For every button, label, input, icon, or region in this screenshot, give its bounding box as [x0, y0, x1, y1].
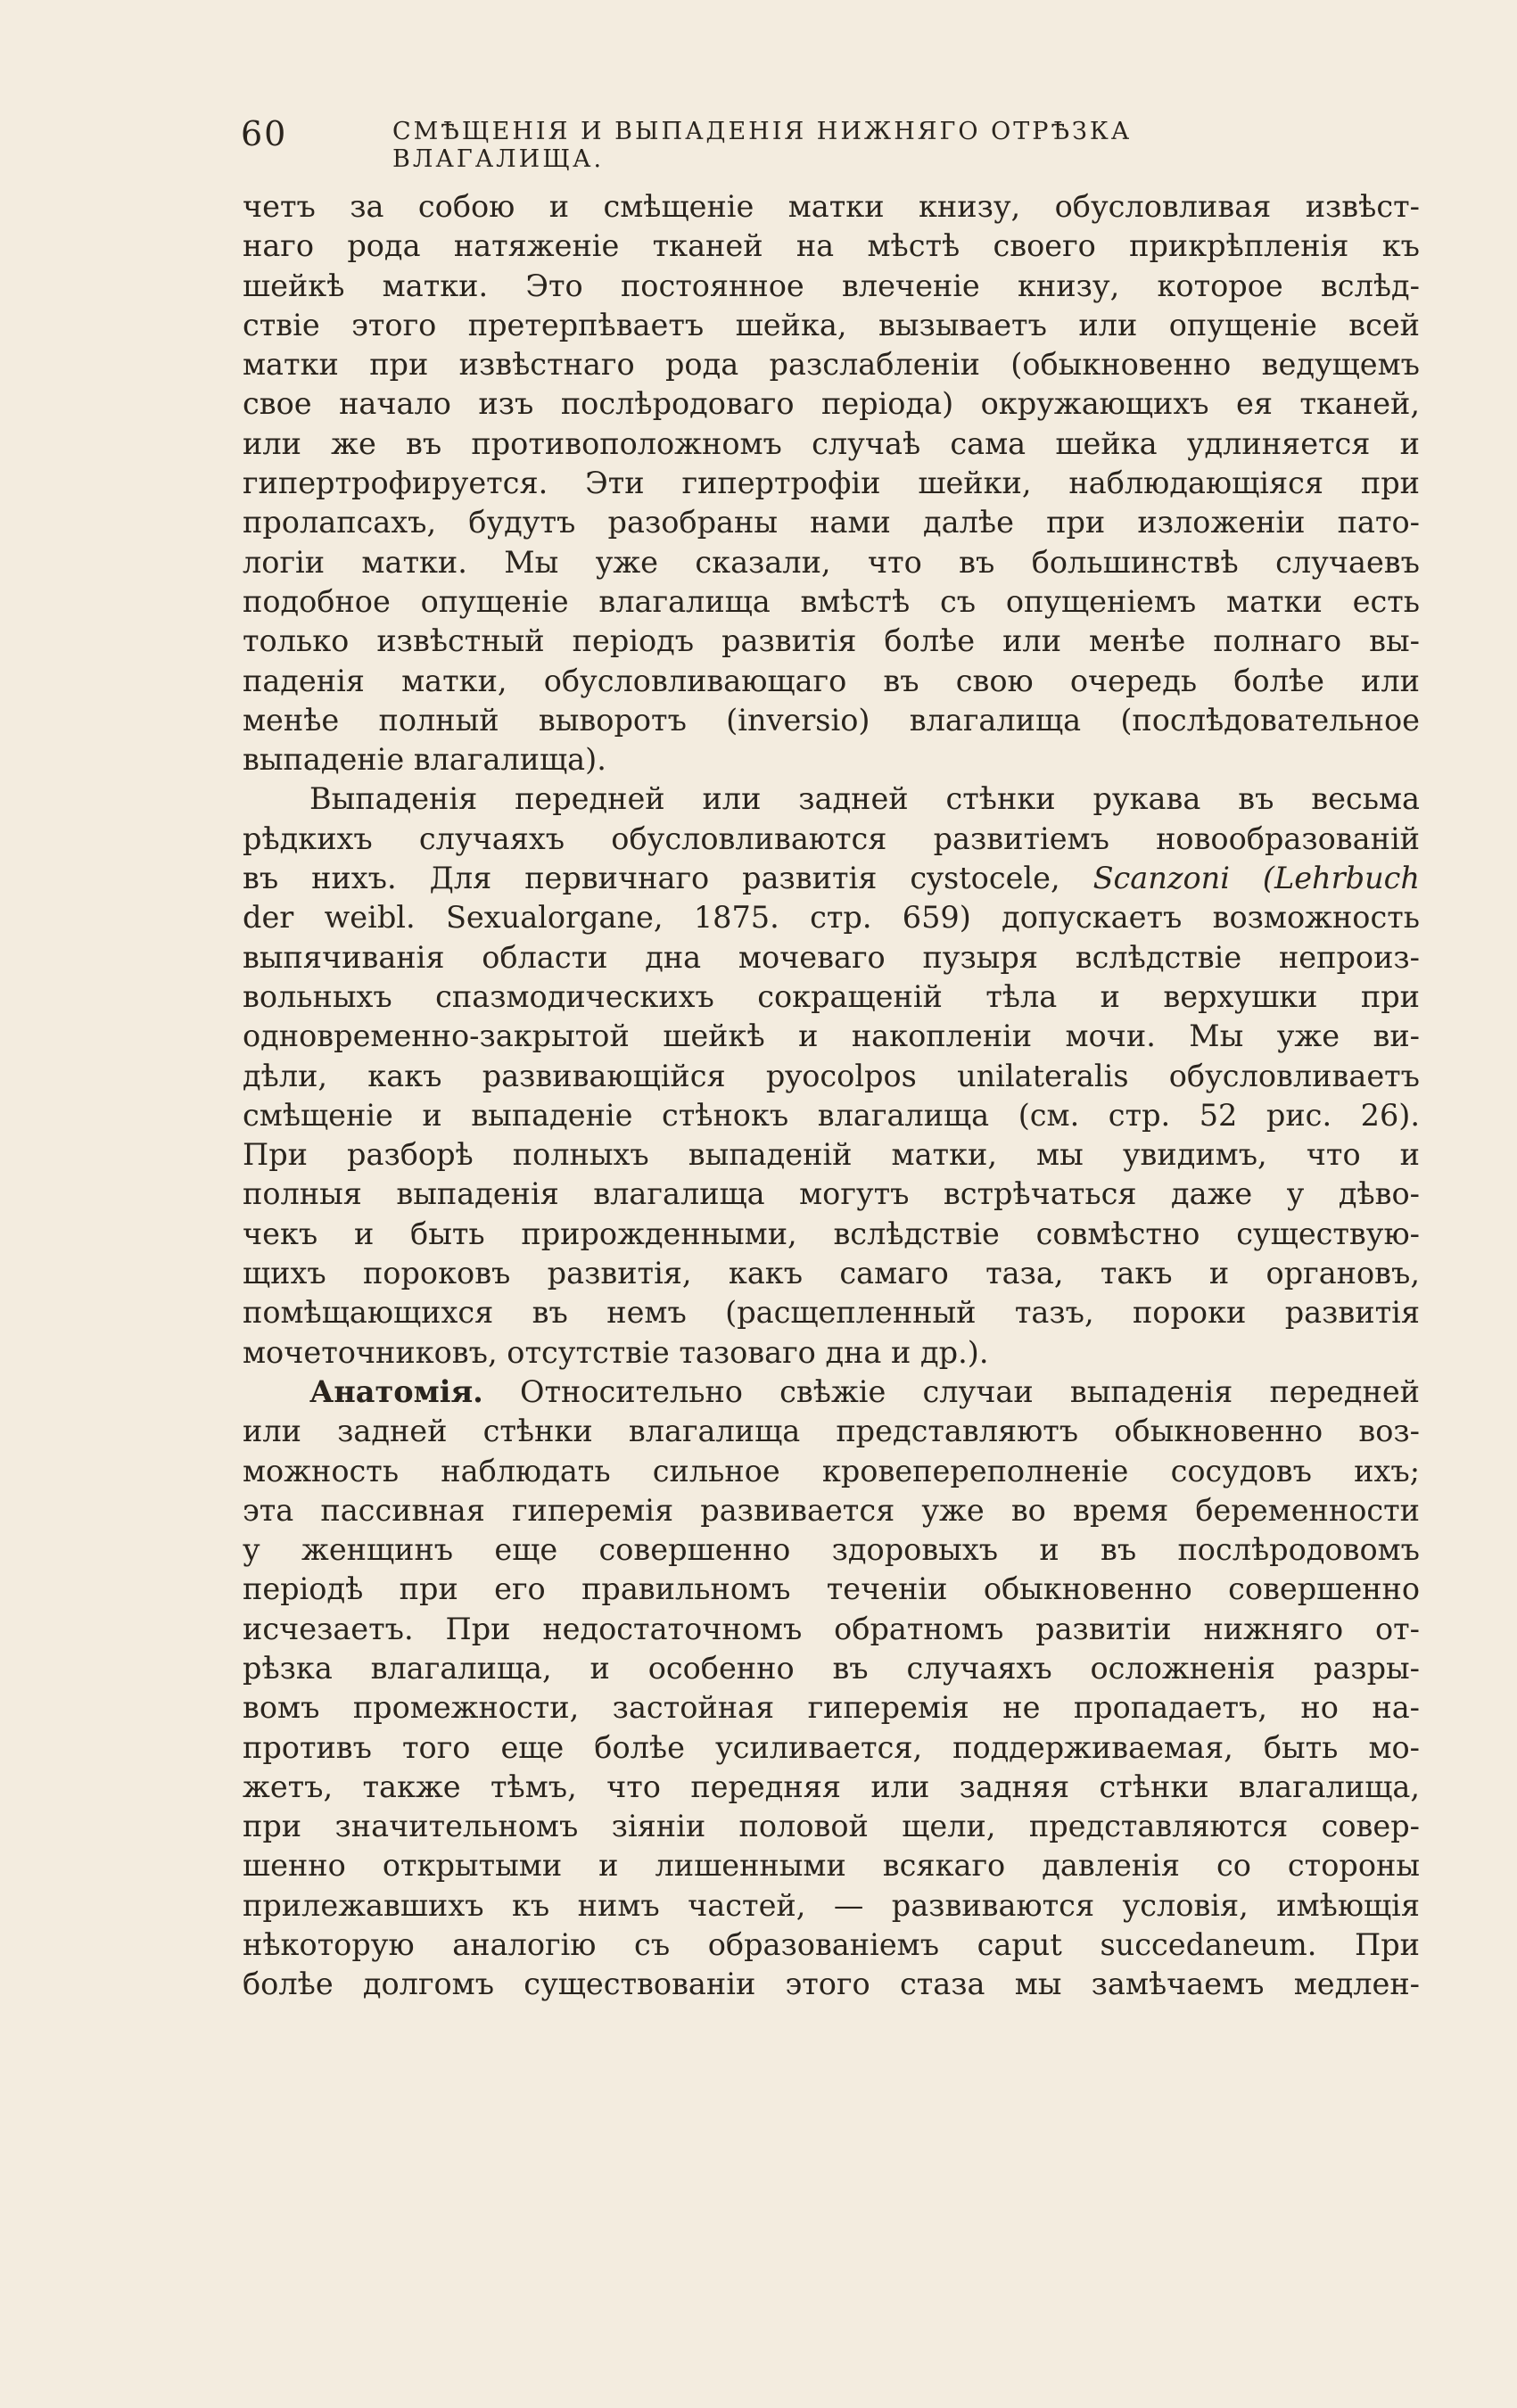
text-line: у женщинъ еще совершенно здоровыхъ и въ послѣродовомъ: [243, 1532, 1420, 1568]
text-line: паденія матки, обусловливающаго въ свою очередь болѣе или: [243, 663, 1420, 698]
text-line: матки при извѣстнаго рода разслабленіи (обыкновенно ведущемъ: [243, 347, 1420, 383]
text-line: гипертрофируется. Эти гипертрофіи шейки, наблюдающіяся при: [243, 466, 1420, 501]
text-line: полныя выпаденія влагалища могутъ встрѣчаться даже у дѣво-: [243, 1176, 1420, 1212]
text-line: пролапсахъ, будутъ разобраны нами далѣе при изложеніи пато-: [243, 505, 1420, 540]
text-line: нѣкоторую аналогію съ образованіемъ caput succedaneum. При: [243, 1927, 1420, 1963]
text-line: или задней стѣнки влагалища представляютъ обыкновенно воз-: [243, 1414, 1420, 1449]
anatomy-paragraph-start: [243, 1373, 1420, 1412]
text-line: чекъ и быть прирожденными, вслѣдствіе совмѣстно существую-: [243, 1216, 1420, 1251]
text-line: шенно открытыми и лишенными всякаго давленія со стороны: [243, 1848, 1420, 1884]
text-line: шейкѣ матки. Это постоянное влеченіе книзу, которое вслѣд-: [243, 268, 1420, 303]
text-line: періодѣ при его правильномъ теченіи обыкновенно совершенно: [243, 1571, 1420, 1607]
text-line: жетъ, также тѣмъ, что передняя или задняя стѣнки влагалища,: [243, 1769, 1420, 1804]
text-line: При разборѣ полныхъ выпаденій матки, мы увидимъ, что и: [243, 1137, 1420, 1173]
text-line: мочеточниковъ, отсутствіе тазоваго дна и др.).: [243, 1334, 989, 1370]
body-text: [243, 187, 1420, 2005]
text-line: дѣли, какъ развивающійся pyocolpos unilateralis обусловливаетъ: [243, 1058, 1420, 1093]
text-line: одновременно-закрытой шейкѣ и накопленіи мочи. Мы уже ви-: [243, 1018, 1420, 1054]
text-line: менѣе полный выворотъ (inversio) влагалища (послѣдовательное: [243, 702, 1420, 738]
text-line: свое начало изъ послѣродоваго періода) окружающихъ ея тканей,: [243, 386, 1420, 422]
text-line: выпаденіе влагалища).: [243, 742, 606, 778]
text-line: прилежавшихъ къ нимъ частей, — развиваются условія, имѣющія: [243, 1887, 1420, 1923]
text-line: эта пассивная гиперемія развивается уже во время беременности: [243, 1492, 1420, 1528]
text-line: или же въ противоположномъ случаѣ сама шейка удлиняется и: [243, 425, 1420, 461]
text-line: исчезаетъ. При недостаточномъ обратномъ развитіи нижняго от-: [243, 1611, 1420, 1646]
text-line: вольныхъ спазмодическихъ сокращеній тѣла и верхушки при: [243, 978, 1420, 1014]
text-line: ствіе этого претерпѣваетъ шейка, вызываетъ или опущеніе всей: [243, 307, 1420, 342]
text-line: болѣе долгомъ существованіи этого стаза мы замѣчаемъ медлен-: [243, 1967, 1420, 2002]
text-line: выпячиванія области дна мочеваго пузыря вслѣдствіе непроиз-: [243, 939, 1420, 975]
text-line: можность наблюдать сильное кровепереполненіе сосудовъ ихъ;: [243, 1453, 1420, 1489]
text-line: der weibl. Sexualorgane, 1875. стр. 659) допускаетъ возможность: [243, 900, 1420, 936]
text-segment: Относительно свѣжіе случаи выпаденія передней: [482, 1373, 1420, 1409]
text-line: только извѣстный періодъ развитія болѣе или менѣе полнаго вы-: [243, 623, 1420, 659]
text-line: рѣзка влагалища, и особенно въ случаяхъ осложненія разры-: [243, 1650, 1420, 1686]
page-header: [241, 114, 1280, 173]
text-line: четъ за собою и смѣщеніе матки книзу, обусловливая извѣст-: [243, 189, 1420, 224]
text-line: логіи матки. Мы уже сказали, что въ большинствѣ случаевъ: [243, 544, 1420, 580]
paragraph-start-line: Выпаденія передней или задней стѣнки рукава въ весьма: [309, 781, 1420, 817]
text-line: смѣщеніе и выпаденіе стѣнокъ влагалища (см. стр. 52 рис. 26).: [243, 1097, 1420, 1133]
anatomy-heading: Анатомія.: [309, 1373, 483, 1409]
text-line: наго рода натяженіе тканей на мѣстѣ своего прикрѣпленія къ: [243, 228, 1420, 264]
scanzoni-reference: Scanzoni (Lehrbuch: [1092, 861, 1420, 896]
text-line: вомъ промежности, застойная гиперемія не пропадаетъ, но на-: [243, 1690, 1420, 1726]
text-line: подобное опущеніе влагалища вмѣстѣ съ опущеніемъ матки есть: [243, 583, 1420, 619]
text-line: противъ того еще болѣе усиливается, поддерживаемая, быть мо-: [243, 1729, 1420, 1765]
running-title: СМѢЩЕНІЯ И ВЫПАДЕНІЯ НИЖНЯГО ОТРѢЗКА ВЛАГАЛИЩА.: [392, 118, 1133, 173]
text-line: щихъ пороковъ развитія, какъ самаго таза, такъ и органовъ,: [243, 1256, 1420, 1291]
page-number: 60: [241, 114, 288, 153]
text-line: при значительномъ зіяніи половой щели, представляются совер-: [243, 1809, 1420, 1844]
text-line-with-reference: [243, 859, 1420, 898]
text-segment: въ нихъ. Для первичнаго развитія cystocele,: [243, 861, 1093, 896]
text-line: помѣщающихся въ немъ (расщепленный тазъ, пороки развитія: [243, 1295, 1420, 1331]
text-line: рѣдкихъ случаяхъ обусловливаются развитіемъ новообразованій: [243, 821, 1420, 856]
